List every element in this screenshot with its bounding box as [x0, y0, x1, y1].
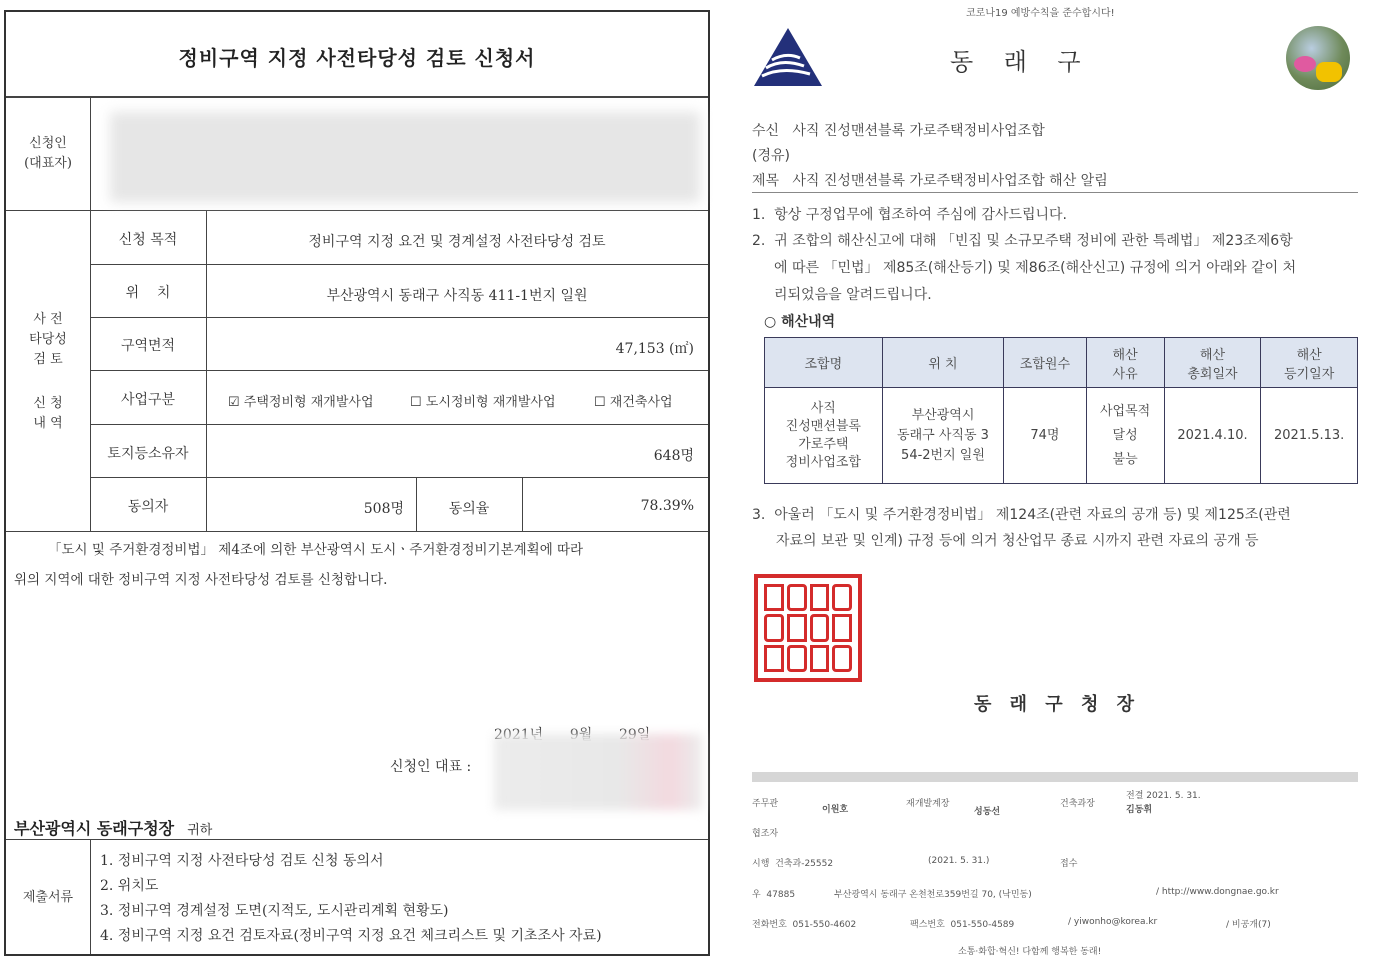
dissolution-table: [764, 337, 1358, 484]
type-option-urban: ☐ 도시정비형 재개발사업: [410, 395, 556, 410]
footer-receipt: 접수: [1060, 859, 1078, 869]
table-header: 해산 등기일자: [1261, 338, 1358, 388]
footer-director-name: 김동휘: [1126, 805, 1153, 815]
para-3-line-2: 자료의 보관 및 인계) 규정 등에 의거 청산업무 종료 시까지 관련 자료의 공개 등: [776, 533, 1259, 549]
footer-officer-title: 주무관: [752, 799, 779, 809]
footer-slogan: 소통·화합·혁신! 다함께 행복한 동래!: [958, 947, 1102, 957]
doc-item-2: 2. 위치도: [100, 878, 159, 894]
signatory: 동 래 구 청 장: [974, 694, 1141, 715]
type-option-housing: ☑ 주택정비형 재개발사업: [228, 395, 374, 410]
redacted-applicant-info: [110, 112, 700, 202]
rate-value: 78.39%: [640, 498, 694, 514]
para-3-line-1: 3. 아울러 「도시 및 주거환경정비법」 제124조(관련 자료의 공개 등) 및 제125조(관련: [752, 507, 1291, 523]
owners-label: 토지등소유자: [107, 446, 189, 462]
applicant-label: 신청인 (대표자): [24, 136, 72, 171]
notice-letter: [730, 0, 1389, 963]
type-label: 사업구분: [120, 392, 176, 408]
location-value: 부산광역시 동래구 사직동 411-1번지 일원: [326, 288, 588, 304]
footer-approval-date: 전결 2021. 5. 31.: [1126, 791, 1201, 801]
location-label: 위 치: [125, 285, 171, 301]
doc-item-3: 3. 정비구역 경계설정 도면(지적도, 도시관리계획 현황도): [100, 903, 449, 919]
area-label: 구역면적: [120, 338, 176, 354]
footer-website: / http://www.dongnae.go.kr: [1156, 887, 1279, 897]
table-cell: 74명: [1004, 388, 1086, 484]
para-1: 1. 항상 구정업무에 협조하여 주심에 감사드립니다.: [752, 207, 1067, 223]
dongnae-logo-icon: [752, 24, 824, 92]
table-cell: 2021.4.10.: [1164, 388, 1261, 484]
subject-line: 제목 사직 진성맨션블록 가로주택정비사업조합 해산 알림: [752, 173, 1108, 189]
footer-disclosure: / 비공개(7): [1226, 920, 1271, 930]
table-cell: 사업목적 달성 불능: [1086, 388, 1164, 484]
consent-label: 동의자: [127, 499, 169, 515]
footer-officer-name: 이원호: [822, 805, 849, 815]
footer-address: 부산광역시 동래구 온천천로359번길 70, (낙민동): [834, 890, 1032, 900]
para-2-line-3: 리되었음을 알려드립니다.: [774, 287, 932, 303]
table-cell: 부산광역시 동래구 사직동 3 54-2번지 일원: [882, 388, 1004, 484]
redacted-signature: [494, 734, 702, 810]
table-header: 조합명: [765, 338, 883, 388]
statement-line-2: 위의 지역에 대한 정비구역 지정 사전타당성 검토를 신청합니다.: [14, 572, 388, 588]
signer-label: 신청인 대표 :: [390, 759, 472, 775]
consent-value: 508명: [363, 501, 404, 517]
addressee-suffix: 귀하: [187, 823, 213, 838]
via-line: (경유): [752, 148, 790, 164]
footer-director-title: 건축과장: [1060, 799, 1095, 809]
application-form: [4, 10, 710, 956]
para-2-line-1: 2. 귀 조합의 해산신고에 대해 「빈집 및 소규모주택 정비에 관한 특례법」 제23조제6항: [752, 233, 1293, 249]
footer-chief-name: 성동선: [974, 807, 1001, 817]
table-header: 조합원수: [1004, 338, 1086, 388]
form-title: 정비구역 지정 사전타당성 검토 신청서: [178, 46, 536, 70]
purpose-value: 정비구역 지정 요건 및 경계설정 사전타당성 검토: [308, 234, 606, 250]
area-value: 47,153 (㎡): [615, 341, 694, 357]
section-label-details: 신 청 내 역: [33, 396, 63, 431]
rate-label: 동의율: [448, 501, 490, 517]
letter-header-title: 동 래 구: [950, 48, 1081, 76]
subject-divider: [752, 192, 1358, 193]
table-cell: 사직 진성맨션블록 가로주택 정비사업조합: [765, 388, 883, 484]
addressee: [14, 816, 212, 839]
type-option-rebuild: ☐ 재건축사업: [594, 395, 673, 410]
doc-item-1: 1. 정비구역 지정 사전타당성 검토 신청 동의서: [100, 853, 384, 869]
table-cell: 2021.5.13.: [1261, 388, 1358, 484]
covid-slogan: 코로나19 예방수칙을 준수합시다!: [966, 8, 1115, 19]
footer-doc-number: 시행 건축과-25552: [752, 859, 834, 869]
footer-doc-date: (2021. 5. 31.): [928, 856, 990, 866]
footer-cooperator: 협조자: [752, 829, 779, 839]
footer-chief-title: 재개발계장: [906, 799, 950, 809]
owners-value: 648명: [653, 448, 694, 464]
section-label-review: 사 전 타당성 검 토: [29, 312, 67, 367]
footer-email: / yiwonho@korea.kr: [1068, 917, 1158, 927]
section-title-dissolution: ○ 해산내역: [764, 314, 836, 330]
docs-label: 제출서류: [22, 890, 74, 905]
table-header: 해산 사유: [1086, 338, 1164, 388]
statement-line-1: 「도시 및 주거환경정비법」 제4조에 의한 부산광역시 도시ㆍ주거환경정비기본계획에 따라: [48, 542, 584, 558]
table-header: 해산 총회일자: [1164, 338, 1261, 388]
footer-fax: 팩스번호 051-550-4589: [910, 920, 1015, 930]
footer-bar: [752, 772, 1358, 782]
table-header: 위 치: [882, 338, 1004, 388]
mascot-badge-icon: [1286, 26, 1350, 90]
recipient-line: 수신 사직 진성맨션블록 가로주택정비사업조합: [752, 123, 1045, 139]
purpose-label: 신청 목적: [118, 232, 178, 248]
para-2-line-2: 에 따른 「민법」 제85조(해산등기) 및 제86조(해산신고) 규정에 의거 아래와 같이 처: [774, 260, 1297, 276]
footer-postal: 우 47885: [752, 890, 796, 900]
official-seal-icon: [754, 574, 862, 682]
addressee-name: 부산광역시 동래구청장: [14, 819, 175, 838]
doc-item-4: 4. 정비구역 지정 요건 검토자료(정비구역 지정 요건 체크리스트 및 기초조사 자료): [100, 928, 602, 944]
footer-phone: 전화번호 051-550-4602: [752, 920, 857, 930]
